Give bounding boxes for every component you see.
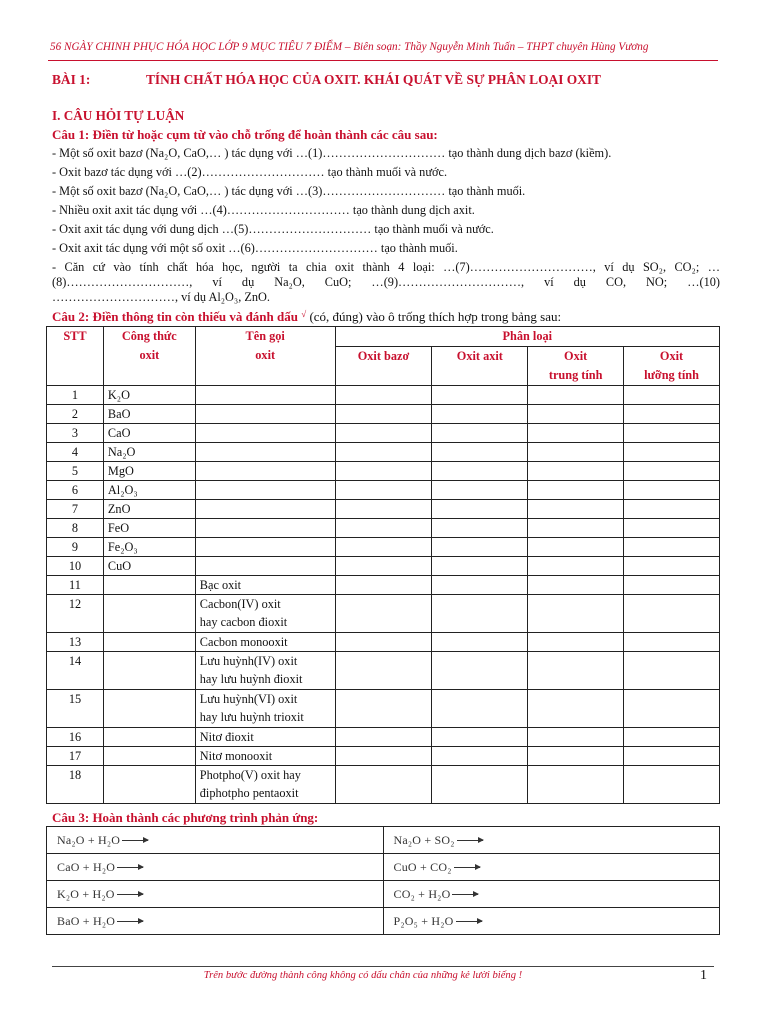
col-header-name-line: oxit (255, 348, 276, 362)
row-formula[interactable] (103, 766, 195, 804)
row-name[interactable] (195, 576, 335, 595)
q1-paragraph-line: …………………………, ví dụ Al₂O₃, ZnO. (52, 290, 270, 304)
row-name-line: Lưu huỳnh(VI) oxit (199, 692, 298, 706)
row-stt: 7 (47, 500, 104, 519)
col-header-classification: Phân loại (335, 327, 719, 347)
row-stt: 8 (47, 519, 104, 538)
equation-cell[interactable] (47, 881, 384, 908)
equations-table (46, 826, 720, 935)
check-cell-basic[interactable] (335, 652, 432, 690)
row-formula[interactable]: MgO (103, 462, 195, 481)
check-cell-acidic[interactable] (432, 462, 528, 481)
row-stt: 6 (47, 481, 104, 500)
check-cell-acidic[interactable] (432, 424, 528, 443)
row-name[interactable] (195, 557, 335, 576)
row-name-line: Lưu huỳnh(IV) oxit (199, 654, 298, 668)
table-row (47, 595, 720, 633)
table-row (47, 386, 720, 405)
q1-paragraph-line: - Căn cứ vào tính chất hóa học, người ta chia oxit thành 4 loại: …(7)…………………………, ví dụ SO₂, CO₂; … (52, 260, 720, 274)
check-cell-neutral[interactable] (528, 557, 624, 576)
row-formula[interactable] (103, 747, 195, 766)
header-divider (48, 60, 718, 61)
check-cell-basic[interactable] (335, 576, 432, 595)
check-cell-neutral[interactable] (528, 652, 624, 690)
check-cell-basic[interactable] (335, 424, 432, 443)
check-cell-neutral[interactable] (528, 728, 624, 747)
equation-reactants: BaO + H₂O (57, 913, 116, 928)
check-cell-acidic[interactable] (432, 481, 528, 500)
col-header-neutral-line: trung tính (548, 368, 603, 382)
page-header: 56 NGÀY CHINH PHỤC HÓA HỌC LỚP 9 MỤC TIÊU 7 ĐIỂM – Biên soạn: Thầy Nguyễn Minh Tuấn – THPT chuyên Hùng Vương (50, 41, 649, 53)
reaction-arrow-icon (454, 867, 480, 868)
table-row (47, 690, 720, 728)
check-cell-basic[interactable] (335, 690, 432, 728)
equation-cell[interactable] (47, 854, 384, 881)
row-formula[interactable]: FeO (103, 519, 195, 538)
row-name[interactable] (195, 519, 335, 538)
reaction-arrow-icon (117, 867, 143, 868)
check-cell-amphoteric[interactable] (624, 424, 720, 443)
table-row (47, 405, 720, 424)
check-cell-amphoteric[interactable] (624, 405, 720, 424)
q1-line: - Nhiều oxit axit tác dụng với …(4)………………………… tạo thành dung dịch axit. (52, 203, 475, 217)
row-formula[interactable]: Na₂O (103, 443, 195, 462)
row-formula[interactable] (103, 595, 195, 633)
table-row (47, 766, 720, 804)
row-name-line: Nitơ monooxit (199, 749, 273, 763)
row-name-line: Bạc oxit (199, 578, 242, 592)
row-name[interactable] (195, 462, 335, 481)
table-row (47, 747, 720, 766)
check-cell-basic[interactable] (335, 481, 432, 500)
check-cell-acidic[interactable] (432, 747, 528, 766)
row-stt: 5 (47, 462, 104, 481)
table-row (47, 500, 720, 519)
check-cell-amphoteric[interactable] (624, 481, 720, 500)
equation-reactants: Na₂O + SO₂ (393, 832, 455, 847)
row-name[interactable] (195, 595, 335, 633)
row-name-line: hay lưu huỳnh đioxit (199, 672, 303, 686)
reaction-arrow-icon (456, 921, 482, 922)
row-formula[interactable]: Fe₂O₃ (103, 538, 195, 557)
check-cell-acidic[interactable] (432, 500, 528, 519)
row-formula[interactable] (103, 690, 195, 728)
check-cell-basic[interactable] (335, 538, 432, 557)
check-cell-basic[interactable] (335, 405, 432, 424)
equation-cell[interactable] (383, 881, 720, 908)
row-stt: 17 (47, 747, 104, 766)
check-cell-basic[interactable] (335, 386, 432, 405)
row-formula[interactable] (103, 728, 195, 747)
page-number: 1 (700, 968, 707, 983)
equation-reactants: CO₂ + H₂O (393, 886, 451, 901)
question-1-title: Câu 1: Điền từ hoặc cụm từ vào chỗ trống để hoàn thành các câu sau: (52, 127, 438, 142)
table-row (47, 633, 720, 652)
check-cell-basic[interactable] (335, 728, 432, 747)
row-name-line: Cacbon monooxit (199, 635, 288, 649)
row-formula[interactable] (103, 576, 195, 595)
check-cell-neutral[interactable] (528, 424, 624, 443)
q1-line: - Oxit axit tác dụng với dung dịch …(5)………………………… tạo thành muối và nước. (52, 222, 494, 236)
row-name[interactable] (195, 747, 335, 766)
check-cell-neutral[interactable] (528, 462, 624, 481)
check-cell-acidic[interactable] (432, 595, 528, 633)
q2-title-main: Câu 2: Điền thông tin còn thiếu và đánh dấu (52, 309, 298, 324)
reaction-arrow-icon (117, 921, 143, 922)
row-stt: 16 (47, 728, 104, 747)
check-cell-basic[interactable] (335, 557, 432, 576)
q1-line: - Oxit bazơ tác dụng với …(2)………………………… tạo thành muối và nước. (52, 165, 448, 179)
row-name-line: điphotpho pentaoxit (199, 786, 299, 800)
q1-line: - Một số oxit bazơ (Na₂O, CaO,… ) tác dụng với …(1)………………………… tạo thành dung dịch bazơ (kiềm). (52, 146, 612, 160)
check-cell-amphoteric[interactable] (624, 728, 720, 747)
check-cell-amphoteric[interactable] (624, 557, 720, 576)
check-cell-neutral[interactable] (528, 766, 624, 804)
check-cell-basic[interactable] (335, 443, 432, 462)
check-cell-acidic[interactable] (432, 633, 528, 652)
check-cell-amphoteric[interactable] (624, 519, 720, 538)
check-cell-amphoteric[interactable] (624, 766, 720, 804)
row-stt: 1 (47, 386, 104, 405)
row-name-line: Photpho(V) oxit hay (199, 768, 301, 782)
check-cell-acidic[interactable] (432, 557, 528, 576)
lesson-label: BÀI 1: (52, 72, 91, 87)
check-cell-basic[interactable] (335, 747, 432, 766)
question-3-title: Câu 3: Hoàn thành các phương trình phản ứng: (52, 810, 319, 825)
row-stt: 9 (47, 538, 104, 557)
check-cell-amphoteric[interactable] (624, 652, 720, 690)
row-stt: 10 (47, 557, 104, 576)
equation-row (47, 881, 720, 908)
q1-line: - Một số oxit bazơ (Na₂O, CaO,… ) tác dụng với …(3)………………………… tạo thành muối. (52, 184, 526, 198)
row-formula[interactable]: ZnO (103, 500, 195, 519)
check-cell-acidic[interactable] (432, 405, 528, 424)
row-name-line: hay cacbon đioxit (199, 615, 288, 629)
check-cell-amphoteric[interactable] (624, 633, 720, 652)
row-stt: 3 (47, 424, 104, 443)
check-mark-icon: √ (301, 309, 307, 319)
row-stt: 4 (47, 443, 104, 462)
row-formula[interactable] (103, 633, 195, 652)
equation-reactants: K₂O + H₂O (57, 886, 115, 901)
check-cell-acidic[interactable] (432, 652, 528, 690)
check-cell-neutral[interactable] (528, 633, 624, 652)
check-cell-acidic[interactable] (432, 766, 528, 804)
row-stt: 11 (47, 576, 104, 595)
col-header-acidic-oxide: Oxit axit (432, 347, 528, 386)
equation-cell[interactable] (383, 908, 720, 935)
equation-row (47, 854, 720, 881)
check-cell-acidic[interactable] (432, 443, 528, 462)
check-cell-basic[interactable] (335, 595, 432, 633)
check-cell-neutral[interactable] (528, 443, 624, 462)
check-cell-amphoteric[interactable] (624, 538, 720, 557)
col-header-stt: STT (47, 327, 104, 386)
equation-cell[interactable] (47, 908, 384, 935)
row-name[interactable] (195, 652, 335, 690)
row-name[interactable] (195, 766, 335, 804)
row-name[interactable] (195, 386, 335, 405)
equation-cell[interactable] (383, 827, 720, 854)
table-row (47, 443, 720, 462)
reaction-arrow-icon (457, 840, 483, 841)
equation-reactants: Na₂O + H₂O (57, 832, 121, 847)
equation-reactants: P₂O₅ + H₂O (393, 913, 454, 928)
check-cell-amphoteric[interactable] (624, 443, 720, 462)
row-stt: 13 (47, 633, 104, 652)
check-cell-neutral[interactable] (528, 747, 624, 766)
q1-line: - Oxit axit tác dụng với một số oxit …(6)………………………… tạo thành muối. (52, 241, 458, 255)
row-name[interactable] (195, 500, 335, 519)
table-row (47, 538, 720, 557)
table-row (47, 728, 720, 747)
check-cell-neutral[interactable] (528, 500, 624, 519)
row-name[interactable] (195, 405, 335, 424)
table-row (47, 462, 720, 481)
check-cell-acidic[interactable] (432, 519, 528, 538)
footer-motto: Trên bước đường thành công không có dấu chân của những kẻ lười biếng ! (203, 970, 523, 981)
col-header-basic-oxide: Oxit bazơ (335, 347, 432, 386)
check-cell-neutral[interactable] (528, 386, 624, 405)
row-stt: 2 (47, 405, 104, 424)
row-name[interactable] (195, 633, 335, 652)
row-formula[interactable] (103, 652, 195, 690)
row-formula[interactable]: Al₂O₃ (103, 481, 195, 500)
col-header-neutral-oxide (528, 347, 624, 386)
col-header-formula-line: Công thức (121, 329, 177, 343)
row-formula[interactable]: CaO (103, 424, 195, 443)
table-row (47, 576, 720, 595)
row-name[interactable] (195, 443, 335, 462)
row-formula[interactable]: BaO (103, 405, 195, 424)
check-cell-neutral[interactable] (528, 595, 624, 633)
col-header-amphoteric-oxide (624, 347, 720, 386)
oxide-classification-table (46, 326, 720, 804)
q1-paragraph-line: (8)…………………………, ví dụ Na₂O, CuO; …(9)…………………………, ví dụ CO, NO; …(10) (52, 275, 720, 289)
equation-row (47, 827, 720, 854)
check-cell-basic[interactable] (335, 500, 432, 519)
equation-cell[interactable] (47, 827, 384, 854)
check-cell-acidic[interactable] (432, 576, 528, 595)
table-row (47, 652, 720, 690)
check-cell-acidic[interactable] (432, 386, 528, 405)
equation-reactants: CaO + H₂O (57, 859, 116, 874)
check-cell-basic[interactable] (335, 462, 432, 481)
check-cell-amphoteric[interactable] (624, 690, 720, 728)
check-cell-amphoteric[interactable] (624, 500, 720, 519)
check-cell-neutral[interactable] (528, 538, 624, 557)
check-cell-acidic[interactable] (432, 538, 528, 557)
check-cell-neutral[interactable] (528, 481, 624, 500)
reaction-arrow-icon (117, 894, 143, 895)
col-header-amphoteric-line: Oxit (659, 349, 684, 363)
table-row (47, 481, 720, 500)
row-name[interactable] (195, 538, 335, 557)
equation-reactants: CuO + CO₂ (393, 859, 452, 874)
col-header-formula (103, 327, 195, 386)
table-row (47, 557, 720, 576)
check-cell-acidic[interactable] (432, 728, 528, 747)
row-formula[interactable]: CuO (103, 557, 195, 576)
row-name[interactable] (195, 728, 335, 747)
check-cell-acidic[interactable] (432, 690, 528, 728)
row-name[interactable] (195, 481, 335, 500)
row-name-line: hay lưu huỳnh trioxit (199, 710, 304, 724)
check-cell-amphoteric[interactable] (624, 595, 720, 633)
row-stt: 18 (47, 766, 104, 804)
check-cell-amphoteric[interactable] (624, 576, 720, 595)
row-stt: 12 (47, 595, 104, 633)
row-name[interactable] (195, 424, 335, 443)
section-heading: I. CÂU HỎI TỰ LUẬN (52, 108, 185, 123)
row-name-line: Cacbon(IV) oxit (199, 597, 281, 611)
col-header-neutral-line: Oxit (564, 349, 588, 363)
col-header-formula-line: oxit (139, 348, 160, 362)
equation-cell[interactable] (383, 854, 720, 881)
check-cell-neutral[interactable] (528, 690, 624, 728)
q2-title-rest: (có, đúng) vào ô trống thích hợp trong bảng sau: (306, 309, 562, 324)
row-stt: 15 (47, 690, 104, 728)
reaction-arrow-icon (452, 894, 478, 895)
check-cell-basic[interactable] (335, 519, 432, 538)
row-formula[interactable]: K₂O (103, 386, 195, 405)
col-header-name-line: Tên gọi (245, 329, 285, 343)
equation-row (47, 908, 720, 935)
check-cell-neutral[interactable] (528, 405, 624, 424)
question-2-title (52, 309, 561, 325)
reaction-arrow-icon (122, 840, 148, 841)
col-header-name (195, 327, 335, 386)
check-cell-amphoteric[interactable] (624, 386, 720, 405)
check-cell-amphoteric[interactable] (624, 462, 720, 481)
footer-divider (52, 966, 714, 967)
row-name-line: Nitơ đioxit (199, 730, 254, 744)
check-cell-amphoteric[interactable] (624, 747, 720, 766)
table-row (47, 424, 720, 443)
row-name[interactable] (195, 690, 335, 728)
row-stt: 14 (47, 652, 104, 690)
col-header-amphoteric-line: lưỡng tính (644, 368, 699, 382)
table-row (47, 519, 720, 538)
check-cell-neutral[interactable] (528, 519, 624, 538)
lesson-title-text: TÍNH CHẤT HÓA HỌC CỦA OXIT. KHÁI QUÁT VỀ SỰ PHÂN LOẠI OXIT (146, 72, 601, 87)
check-cell-basic[interactable] (335, 633, 432, 652)
check-cell-basic[interactable] (335, 766, 432, 804)
check-cell-neutral[interactable] (528, 576, 624, 595)
